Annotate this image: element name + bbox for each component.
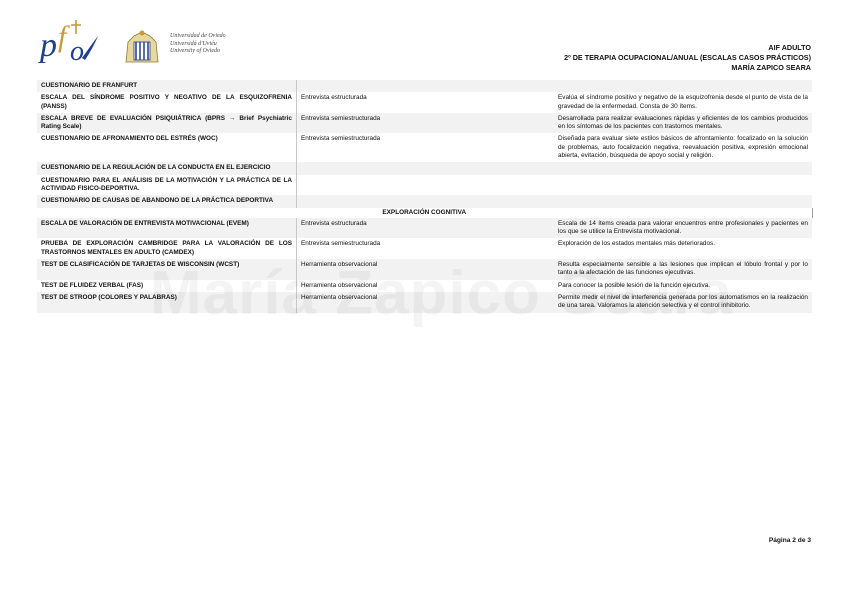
document-header <box>564 43 811 73</box>
scale-name: CUESTIONARIO DE LA REGULACIÓN DE LA CONDUCTA EN EL EJERCICIO <box>37 162 297 174</box>
scale-description: Para conocer la posible lesión de la función ejecutiva. <box>558 281 711 289</box>
svg-text:f: f <box>58 20 67 53</box>
scale-description: Escala de 14 ítems creada para valorar encuentros entre profesionales y pacientes en los que se utilice la Entrevista motivacional. <box>554 218 812 239</box>
scale-description: Permite medir el nivel de interferencia generada por los automatismos en la realización de una tarea. Valoramos la atención selectiva y el control inhibitorio. <box>554 292 812 313</box>
scale-type: Herramienta observacional <box>301 281 378 289</box>
scale-type: Herramienta observacional <box>297 259 555 280</box>
scale-description: Resulta especialmente sensible a las lesiones que implican el lóbulo frontal y por lo tanto a la afectación de las funciones ejecutivas. <box>554 259 812 280</box>
scale-name: CUESTIONARIO PARA EL ANÁLISIS DE LA MOTIVACIÓN Y LA PRÁCTICA DE LA ACTIVIDAD FISICO-DEPORTIVA. <box>37 175 297 196</box>
scales-table <box>37 80 813 313</box>
scale-name: CUESTIONARIO DE FRANFURT <box>37 80 297 92</box>
table-row <box>37 238 812 259</box>
university-name-es: Universidad de Oviedo <box>170 33 226 39</box>
table-row <box>37 195 812 207</box>
svg-text:p: p <box>40 27 57 64</box>
scale-description: Exploración de los estados mentales más deteriorados. <box>558 240 716 248</box>
table-row <box>37 280 812 292</box>
table-row <box>37 92 812 113</box>
author-name: MARÍA ZAPICO SEARA <box>731 63 811 72</box>
scale-name: TEST DE STROOP (COLORES Y PALABRAS) <box>37 292 297 313</box>
scale-description <box>554 195 812 207</box>
table-row <box>37 259 812 280</box>
course-title: AIF ADULTO <box>768 43 811 52</box>
scale-name: ESCALA BREVE DE EVALUACIÓN PSIQUIÁTRICA (BPRS → Brief Psychiatric Rating Scale) <box>37 113 297 134</box>
university-name <box>170 33 226 56</box>
scale-type: Entrevista semiestructurada <box>301 240 381 248</box>
scale-type <box>297 80 555 92</box>
scale-name: TEST DE FLUIDEZ VERBAL (FAS) <box>37 280 297 292</box>
scale-type: Herramienta observacional <box>297 292 555 313</box>
scale-description: Desarrollada para realizar evaluaciones rápidas y eficientes de los cambios producidos en los síntomas de los pacientes con trastornos mentales. <box>554 113 812 134</box>
scale-description: Evalúa el síndrome positivo y negativo de la esquizofrenia desde el punto de vista de la gravedad de la enfermedad. Consta de 30 ítems. <box>558 94 808 110</box>
table-row <box>37 175 812 196</box>
pfo-logo <box>38 14 100 66</box>
svg-text:o: o <box>70 36 84 66</box>
scale-type <box>297 175 555 196</box>
university-name-ast: Universidá d'Uviéu <box>170 40 217 47</box>
subject-title: 2º DE TERAPIA OCUPACIONAL/ANUAL (ESCALAS CASOS PRÁCTICOS) <box>564 53 811 62</box>
table-row <box>37 292 812 313</box>
table-row <box>37 113 812 134</box>
scale-name: CUESTIONARIO DE AFRONAMIENTO DEL ESTRÉS (WOC) <box>37 133 297 162</box>
scale-type: Entrevista estructurada <box>301 94 367 102</box>
scale-type: Entrevista semiestructurada <box>301 135 381 143</box>
scale-description: Diseñada para evaluar siete estilos básicos de afrontamiento: focalizado en la solución de problemas, auto focalización negativa, reevaluación positiva, expresión emocional abierta, evitación, búsqueda de apoyo social y religión. <box>558 135 808 160</box>
table-row <box>37 162 812 174</box>
scale-type: Entrevista semiestructurada <box>297 113 555 134</box>
scale-type <box>297 162 555 174</box>
table-row <box>37 80 812 92</box>
scale-name: TEST DE CLASIFICACIÓN DE TARJETAS DE WISCONSIN (WCST) <box>37 259 297 280</box>
section-header-row <box>37 208 812 218</box>
page-number: Página 2 de 3 <box>768 537 811 544</box>
scale-name: ESCALA DEL SÍNDROME POSITIVO Y NEGATIVO DE LA ESQUIZOFRENIA (PANSS) <box>37 92 297 113</box>
table-row <box>37 133 812 162</box>
scale-name: PRUEBA DE EXPLORACIÓN CAMBRIDGE PARA LA VALORACIÓN DE LOS TRASTORNOS MENTALES EN ADULTO (CAMDEX) <box>37 238 297 259</box>
scale-description <box>554 80 812 92</box>
scale-type: Entrevista estructurada <box>297 218 555 239</box>
scale-name: ESCALA DE VALORACIÓN DE ENTREVISTA MOTIVACIONAL (EVEM) <box>37 218 297 239</box>
scale-description <box>554 175 812 196</box>
university-name-en: University of Oviedo <box>170 48 220 54</box>
scale-description <box>554 162 812 174</box>
table-row <box>37 218 812 239</box>
university-crest-icon <box>120 28 164 64</box>
scale-name: CUESTIONARIO DE CAUSAS DE ABANDONO DE LA PRÁCTICA DEPORTIVA <box>37 195 297 207</box>
scale-type <box>297 195 555 207</box>
section-title: EXPLORACIÓN COGNITIVA <box>37 208 812 218</box>
